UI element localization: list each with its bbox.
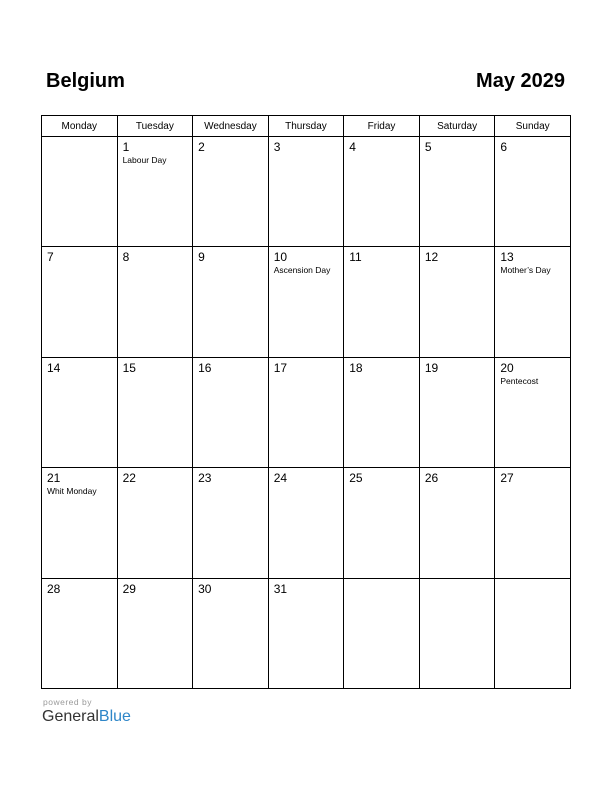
empty-day-cell <box>495 578 571 688</box>
week-row <box>42 468 571 578</box>
weekday-thursday: Thursday <box>268 116 344 137</box>
day-number: 5 <box>424 140 432 154</box>
day-number: 13 <box>500 250 514 265</box>
day-number: 28 <box>47 581 61 596</box>
day-cell-6 <box>495 137 571 247</box>
day-cell-13 <box>495 247 571 357</box>
day-cell-21 <box>42 468 118 578</box>
empty-day-cell <box>42 137 118 247</box>
weekday-monday: Monday <box>42 116 118 137</box>
day-cell-25 <box>344 468 420 578</box>
weekday-wednesday: Wednesday <box>193 116 269 137</box>
day-cell-27 <box>495 468 571 578</box>
day-cell-12 <box>419 247 495 357</box>
day-number: 18 <box>349 360 363 375</box>
weekday-sunday: Sunday <box>495 116 571 137</box>
weekday-saturday: Saturday <box>419 116 495 137</box>
day-number: 26 <box>424 471 439 486</box>
holiday-label: Whit Monday <box>47 486 97 497</box>
day-number: 7 <box>47 250 54 265</box>
week-row <box>42 247 571 357</box>
day-cell-23 <box>193 468 269 578</box>
day-number: 16 <box>198 360 212 375</box>
month-title: May 2029 <box>476 70 565 92</box>
empty-day-cell <box>344 578 420 688</box>
day-cell-4 <box>344 137 420 247</box>
holiday-label: Mother’s Day <box>500 265 551 276</box>
weekday-header-row <box>42 116 571 137</box>
country-title: Belgium <box>46 70 125 92</box>
day-number: 31 <box>273 581 288 596</box>
day-cell-3 <box>268 137 344 247</box>
day-cell-17 <box>268 357 344 467</box>
day-number: 1 <box>122 140 130 154</box>
day-number: 15 <box>122 360 136 375</box>
day-cell-26 <box>419 468 495 578</box>
day-cell-9 <box>193 247 269 357</box>
brand-blue-text: Blue <box>98 708 131 725</box>
day-number: 2 <box>198 140 205 154</box>
day-cell-11 <box>344 247 420 357</box>
day-number: 9 <box>198 250 205 265</box>
day-number: 6 <box>500 140 508 154</box>
week-row <box>42 137 571 247</box>
day-number: 4 <box>349 140 356 154</box>
calendar-grid <box>41 115 571 689</box>
day-cell-5 <box>419 137 495 247</box>
week-row <box>42 578 571 688</box>
week-row <box>42 357 571 467</box>
day-number: 3 <box>273 140 281 154</box>
day-cell-10 <box>268 247 344 357</box>
day-number: 23 <box>198 471 212 486</box>
holiday-label: Pentecost <box>500 375 539 386</box>
day-cell-2 <box>193 137 269 247</box>
generalblue-logo <box>42 708 131 726</box>
day-cell-15 <box>117 357 193 467</box>
powered-by-label: powered by <box>43 697 92 707</box>
day-cell-22 <box>117 468 193 578</box>
day-number: 10 <box>273 250 288 265</box>
day-number: 21 <box>47 471 61 486</box>
day-number: 17 <box>273 360 288 375</box>
day-number: 12 <box>424 250 439 265</box>
day-number: 30 <box>198 581 212 596</box>
day-cell-8 <box>117 247 193 357</box>
holiday-label: Labour Day <box>122 155 167 165</box>
day-number: 29 <box>122 581 136 596</box>
day-cell-14 <box>42 357 118 467</box>
day-cell-28 <box>42 578 118 688</box>
day-cell-16 <box>193 357 269 467</box>
weekday-tuesday: Tuesday <box>117 116 193 137</box>
day-cell-20 <box>495 357 571 467</box>
day-number: 27 <box>500 471 514 486</box>
day-cell-30 <box>193 578 269 688</box>
day-cell-18 <box>344 357 420 467</box>
day-cell-1 <box>117 137 193 247</box>
holiday-label: Ascension Day <box>273 265 331 276</box>
day-cell-19 <box>419 357 495 467</box>
day-cell-29 <box>117 578 193 688</box>
day-cell-7 <box>42 247 118 357</box>
weekday-friday: Friday <box>344 116 420 137</box>
day-cell-31 <box>268 578 344 688</box>
day-cell-24 <box>268 468 344 578</box>
day-number: 11 <box>349 250 362 265</box>
day-number: 25 <box>349 471 363 486</box>
day-number: 14 <box>47 360 61 375</box>
day-number: 19 <box>424 360 439 375</box>
day-number: 8 <box>122 250 130 265</box>
brand-general-text: General <box>42 708 99 725</box>
day-number: 24 <box>273 471 288 486</box>
day-number: 20 <box>500 360 514 375</box>
empty-day-cell <box>419 578 495 688</box>
day-number: 22 <box>122 471 136 486</box>
